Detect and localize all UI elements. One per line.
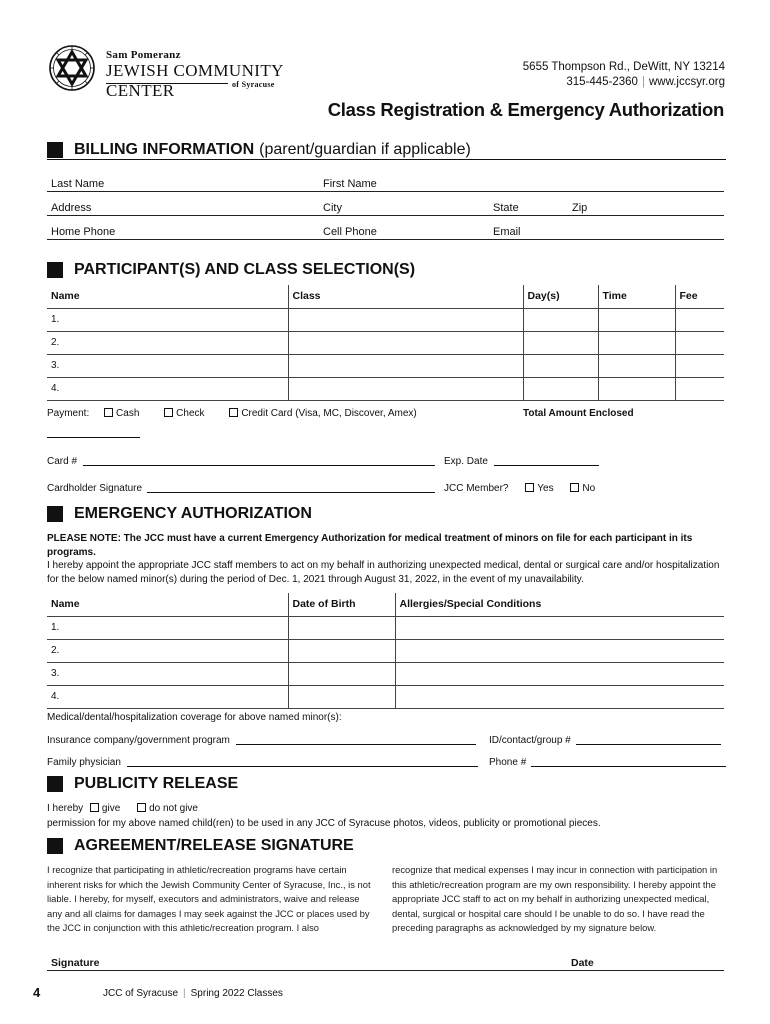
column-header: Class — [288, 285, 523, 308]
phone-number: 315-445-2360 — [566, 76, 638, 88]
column-header: Day(s) — [523, 285, 598, 308]
total-amount-field[interactable] — [47, 428, 140, 439]
table-row[interactable]: 3. — [47, 662, 724, 685]
emergency-note — [47, 532, 727, 586]
coverage-label: Medical/dental/hospitalization coverage for above named minor(s): — [47, 712, 342, 723]
exp-date-label: Exp. Date — [444, 456, 488, 467]
physician-phone-row — [489, 757, 726, 768]
date-field[interactable]: Date — [562, 955, 724, 971]
minors-table — [47, 593, 724, 709]
footer-org: JCC of Syracuse — [103, 988, 179, 999]
emergency-note-body: I hereby appoint the appropriate JCC staff members to act on my behalf in authorizing unexpected medical, dental or surgical care and/or hospitalization for the below named minor(s) during the period of Dec. 1, 2021 through August 31, 2022, in the event of my unavailability. — [47, 560, 720, 585]
id-row — [489, 735, 721, 746]
column-header: Allergies/Special Conditions — [395, 593, 724, 616]
billing-heading: BILLING INFORMATION (parent/guardian if applicable) — [47, 139, 471, 161]
star-of-david-icon — [44, 44, 100, 92]
footer-edition: Spring 2022 Classes — [190, 988, 283, 999]
state-field[interactable]: State — [489, 200, 568, 216]
card-number-label: Card # — [47, 456, 78, 467]
physician-phone-field[interactable] — [531, 757, 726, 767]
table-row[interactable]: 4. — [47, 377, 724, 400]
first-name-field[interactable]: First Name — [319, 176, 724, 192]
emergency-heading: EMERGENCY AUTHORIZATION — [47, 503, 312, 525]
cell-phone-field[interactable]: Cell Phone — [319, 224, 489, 240]
logo-line-1: Sam Pomeranz — [106, 49, 181, 61]
table-row[interactable]: 1. — [47, 308, 724, 331]
website-link[interactable]: www.jccsyr.org — [648, 76, 725, 88]
id-label: ID/contact/group # — [489, 735, 571, 746]
table-row[interactable]: 2. — [47, 639, 724, 662]
exp-date-row — [444, 456, 599, 467]
email-field[interactable]: Email — [489, 224, 724, 240]
cardholder-row — [47, 483, 435, 494]
emergency-note-bold: PLEASE NOTE: The JCC must have a current Emergency Authorization for medical treatment of minors on file for each participant in its programs. — [47, 533, 693, 558]
table-row[interactable]: 4. — [47, 685, 724, 708]
cardholder-label: Cardholder Signature — [47, 483, 143, 494]
address-field[interactable]: Address — [47, 200, 319, 216]
street-address: 5655 Thompson Rd., DeWitt, NY 13214 — [522, 61, 725, 73]
member-yes-checkbox[interactable]: Yes — [525, 483, 553, 494]
publicity-choice-row — [47, 803, 198, 814]
participants-heading: PARTICIPANT(S) AND CLASS SELECTION(S) — [47, 259, 415, 281]
table-header-row — [47, 593, 724, 616]
billing-subheading: (parent/guardian if applicable) — [259, 141, 471, 158]
agreement-left-text: I recognize that participating in athletic/recreation programs have certain inherent risks for which the Jewish Community Center of Syracuse, Inc., is not liable. I hereby, for myself, executors and administrators, waive and release any and all claims for damages I may seek against the JCC or places used by the JCC in conjunction with this athletic/recreation program. I also — [47, 864, 371, 933]
footer-text: JCC of Syracuse | Spring 2022 Classes — [103, 988, 283, 999]
cardholder-signature-field[interactable] — [147, 483, 435, 493]
zip-field[interactable]: Zip — [568, 200, 724, 216]
column-header: Name — [47, 285, 288, 308]
member-no-checkbox[interactable]: No — [570, 483, 595, 494]
physician-field[interactable] — [127, 757, 478, 767]
contact-block: 5655 Thompson Rd., DeWitt, NY 13214 315-445-2360 | www.jccsyr.org — [522, 61, 725, 88]
member-row — [444, 483, 595, 494]
credit-card-checkbox[interactable]: Credit Card (Visa, MC, Discover, Amex) — [229, 408, 416, 419]
insurance-row — [47, 735, 476, 746]
card-number-row — [47, 456, 435, 467]
column-header: Date of Birth — [288, 593, 395, 616]
exp-date-field[interactable] — [494, 456, 599, 466]
last-name-field[interactable]: Last Name — [47, 176, 319, 192]
insurance-field[interactable] — [236, 735, 476, 745]
publicity-do-not-give-checkbox[interactable]: do not give — [137, 803, 198, 814]
cash-checkbox[interactable]: Cash — [104, 408, 139, 419]
publicity-give-checkbox[interactable]: give — [90, 803, 120, 814]
physician-row — [47, 757, 478, 768]
payment-row — [47, 408, 417, 419]
participant-table — [47, 285, 724, 401]
column-header: Fee — [675, 285, 724, 308]
home-phone-field[interactable]: Home Phone — [47, 224, 319, 240]
table-row[interactable]: 2. — [47, 331, 724, 354]
publicity-heading: PUBLICITY RELEASE — [47, 773, 238, 795]
physician-phone-label: Phone # — [489, 757, 527, 768]
publicity-hereby: I hereby — [47, 803, 84, 814]
form-title: Class Registration & Emergency Authorization — [327, 99, 724, 120]
member-label: JCC Member? — [444, 483, 509, 494]
logo-line-2: JEWISH COMMUNITY CENTER — [106, 61, 284, 100]
column-header: Time — [598, 285, 675, 308]
page-number: 4 — [33, 985, 41, 1000]
insurance-label: Insurance company/government program — [47, 735, 230, 746]
table-row[interactable]: 3. — [47, 354, 724, 377]
check-checkbox[interactable]: Check — [164, 408, 204, 419]
publicity-permission-text: permission for my above named child(ren) to be used in any JCC of Syracuse photos, videos, publicity or promotional pieces. — [47, 818, 601, 829]
logo-line-3: of Syracuse — [232, 80, 275, 89]
payment-label: Payment: — [47, 408, 90, 419]
id-field[interactable] — [576, 735, 721, 745]
signature-field[interactable]: Signature — [47, 955, 562, 971]
agreement-right-text: recognize that medical expenses I may incur in connection with participation in this athletic/recreation program are my own responsibility. I hereby appoint the appropriate JCC staff to act on my behalf in authorizing unexpected medical, dental, surgical or hospital care should I be unable to do so. I have read the preceding paragraphs as acknowledged by my signature below. — [392, 864, 718, 933]
table-row[interactable]: 1. — [47, 616, 724, 639]
column-header: Name — [47, 593, 288, 616]
card-number-field[interactable] — [83, 456, 435, 466]
jcc-logo — [44, 44, 304, 100]
total-amount-label: Total Amount Enclosed — [523, 408, 634, 419]
table-header-row — [47, 285, 724, 308]
agreement-heading: AGREEMENT/RELEASE SIGNATURE — [47, 835, 354, 857]
physician-label: Family physician — [47, 757, 121, 768]
city-field[interactable]: City — [319, 200, 489, 216]
